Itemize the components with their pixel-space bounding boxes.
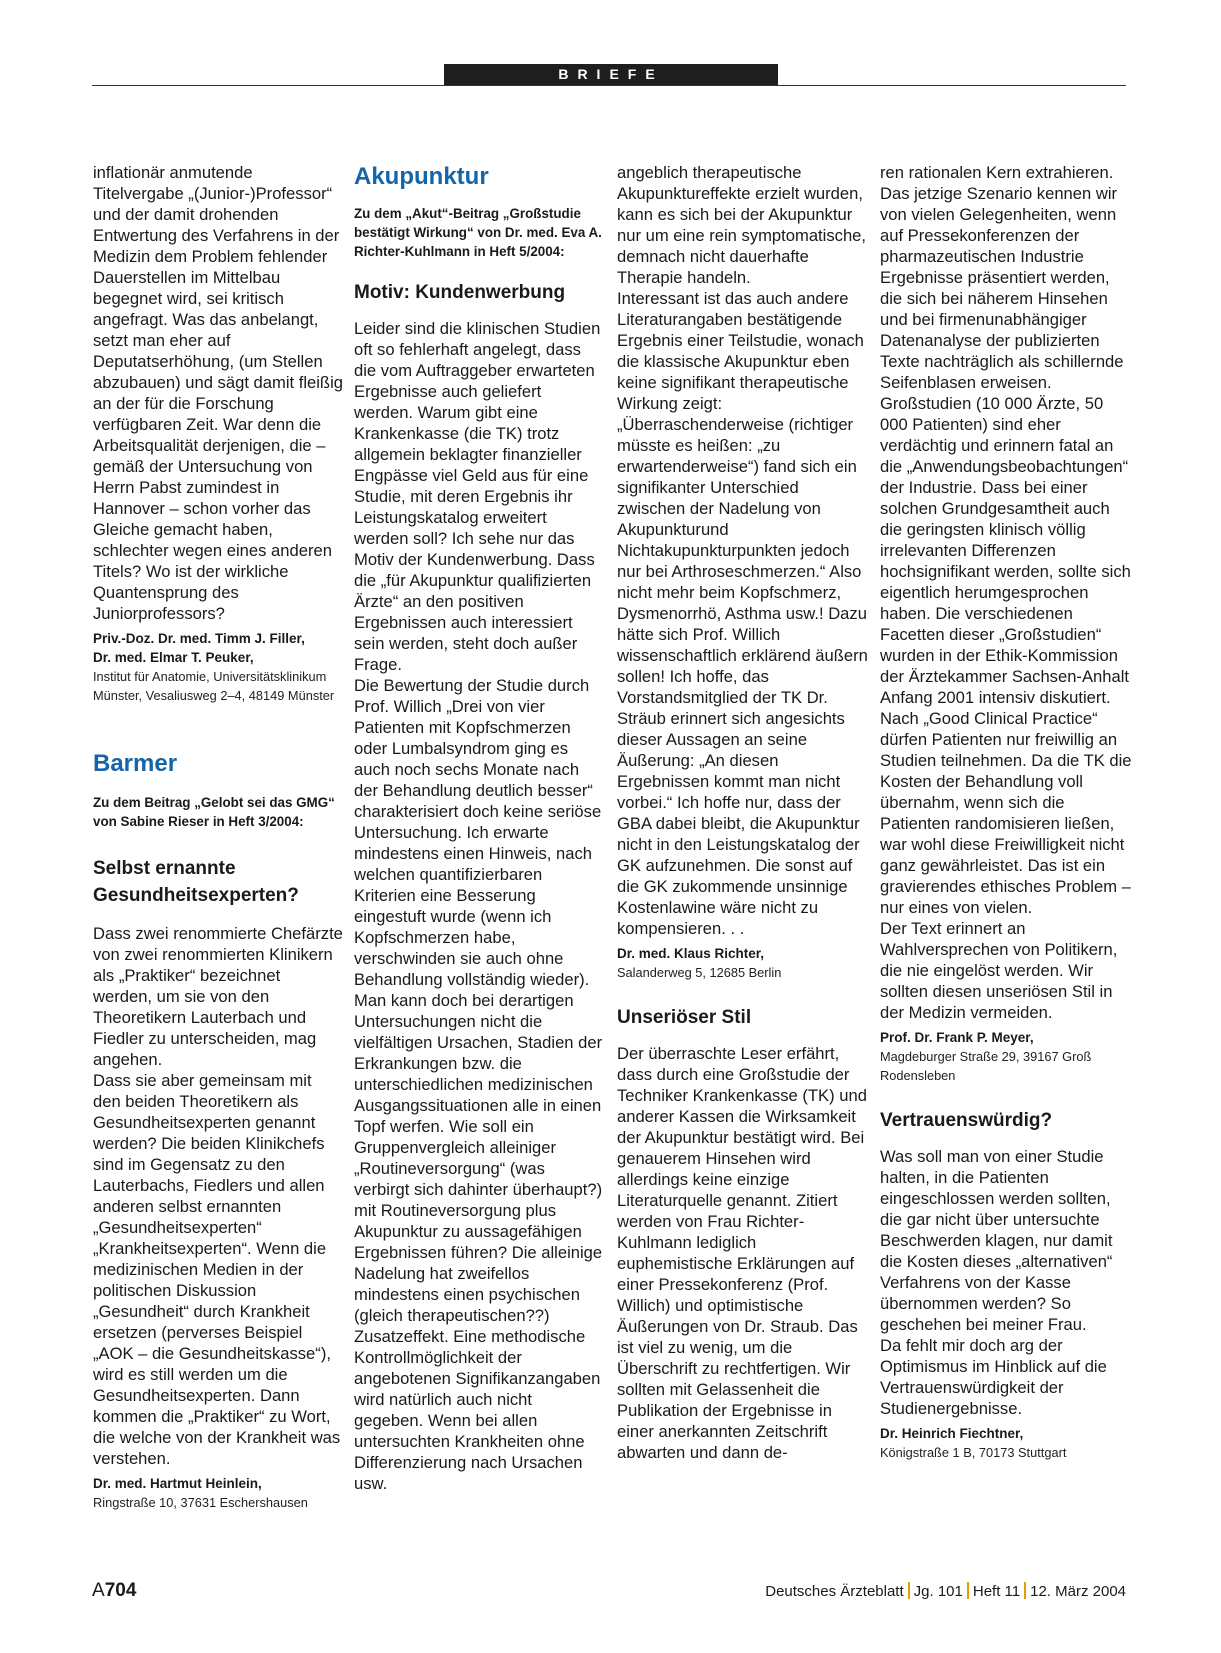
letter-body: Leider sind die klinischen Studien oft so fehlerhaft angelegt, dass die vom Auftraggeber erwarteten Ergebnisse auch geliefert werden. Warum gibt eine Krankenkasse (die TK) trotz allgemein beklagter finanzieller Engpässe viel Geld aus für eine Studie, mit deren Ergebnis ihr Leistungskatalog erweitert werden soll? Ich sehe nur das Motiv der Kundenwerbung. Dass die „für Akupunktur qualifizierten Ärzte“ an den positiven Ergebnissen auch interessiert sein werden, steht doch außer Frage. Die Bewertung der Studie durch Prof. Willich „Drei von vier Patienten mit Kopfschmerzen oder Lumbalsyndrom ging es auch noch sechs Monate nach der Behandlung deutlich besser“ charakterisiert doch keine seriöse Untersuchung. Ich erwarte mindestens einen Hinweis, nach welchen quantifizierbaren Kriterien eine Besserung eingestuft wurde (wenn ich Kopfschmerzen habe, verschwinden sie auch ohne Behandlung vollständig wieder). Man kann doch bei derartigen Untersuchungen nicht die vielfältigen Ursachen, Stadien der Erkrankungen bzw. die unterschiedlichen medizinischen Ausgangssituationen alle in einen Topf werfen. Wie soll ein Gruppenvergleich alleiniger „Routineversorgung“ (was verbirgt sich dahinter überhaupt?) mit Routineversorgung plus Akupunktur zu aussagefähigen Ergebnissen führen? Die alleinige Nadelung hat zweifellos mindestens einen psychischen (gleich therapeutischen??) Zusatzeffekt. Eine methodische Kontrollmöglichkeit der angebotenen Signifikanzangaben wird natürlich auch nicht gegeben. Wenn bei allen untersuchten Krankheiten ohne Differenzierung nach Ursachen usw. xyxy=(354,319,603,1493)
journal-info xyxy=(765,1582,1126,1600)
letter-address: Institut für Anatomie, Universitätsklinikum Münster, Vesaliusweg 2–4, 48149 Münster xyxy=(93,669,335,703)
letter-body: angeblich therapeutische Akupunktureffekte erzielt wurden, kann es sich bei der Akupunktur nur um eine rein symptomatische, demnach nicht dauerhafte Therapie handeln. Interessant ist das auch andere Literaturangaben bestätigende Ergebnis einer Teilstudie, wonach die klassische Akupunktur eben keine signifikant therapeutische Wirkung zeigt: „Überraschenderweise (richtiger müsste es heißen: „zu erwartenderweise“) fand sich ein signifikanter Unterschied zwischen der Nadelung von Akupunkturund Nichtakupunkturpunkten jedoch nur bei Arthroseschmerzen.“ Also nicht mehr beim Kopfschmerz, Dysmenorrhö, Asthma usw.! Dazu hätte sich Prof. Willich wissenschaftlich erklärend äußern sollen! Ich hoffe, das Vorstandsmitglied der TK Dr. Sträub erinnert sich angesichts dieser Aussagen an seine Äußerung: „An diesen Ergebnissen kommt man nicht vorbei.“ Ich hoffe nur, dass der GBA dabei bleibt, die Akupunktur nicht in den Leistungskatalog der GK aufzunehmen. Die sonst auf die GK zukommende unsinnige Kostenlawine wäre nicht zu kompensieren. . . xyxy=(617,163,868,938)
journal-date: 12. März 2004 xyxy=(1030,1583,1126,1600)
letter-heading: Motiv: Kundenwerbung xyxy=(354,282,566,303)
letter-heading: Selbst ernannte Gesundheitsexperten? xyxy=(93,858,299,906)
section-label: BRIEFE xyxy=(444,64,778,85)
letter-address: Ringstraße 10, 37631 Eschershausen xyxy=(93,1495,308,1510)
article-reference: Zu dem „Akut“-Beitrag „Großstudie bestätigt Wirkung“ von Dr. med. Eva A. Richter-Kuhlmann in Heft 5/2004: xyxy=(354,206,602,259)
letter-author: Dr. Heinrich Fiechtner, xyxy=(880,1426,1024,1441)
column-1 xyxy=(93,162,343,1512)
journal-volume: Jg. 101 xyxy=(913,1583,963,1600)
article-reference: Zu dem Beitrag „Gelobt sei das GMG“ von Sabine Rieser in Heft 3/2004: xyxy=(93,795,335,829)
page-footer xyxy=(92,1580,1126,1602)
letter-body: inflationär anmutende Titelvergabe „(Junior-)Professor“ und der damit drohenden Entwertung des Verfahrens in der Medizin dem Problem fehlender Dauerstellen im Mittelbau begegnet wird, sei kritisch angefragt. Was das anbelangt, setzt man eher auf Deputatserhöhung, (um Stellen abzubauen) und sägt damit fleißig an der für die Forschung verfügbaren Zeit. War denn die Arbeitsqualität derjenigen, die – gemäß der Untersuchung von Herrn Pabst zumindest in Hannover – schon vorher das Gleiche gemacht haben, schlechter wegen eines anderen Titels? Wo ist der wirkliche Quantensprung des Juniorprofessors? xyxy=(93,163,343,623)
letter-heading: Unseriöser Stil xyxy=(617,1007,752,1028)
letter-author: Dr. med. Hartmut Heinlein, xyxy=(93,1476,262,1491)
page-number xyxy=(92,1580,136,1602)
header-rule xyxy=(92,85,1126,86)
journal-issue: Heft 11 xyxy=(972,1583,1021,1600)
letter-address: Königstraße 1 B, 70173 Stuttgart xyxy=(880,1445,1067,1460)
letter-body: Dass zwei renommierte Chefärzte von zwei renommierten Klinikern als „Praktiker“ bezeichnet werden, um sie von den Theoretikern Lauterbach und Fiedler zu unterscheiden, mag angehen. Dass sie aber gemeinsam mit den beiden Theoretikern als Gesundheitsexperten genannt werden? Die beiden Klinikchefs sind im Gegensatz zu den Lauterbachs, Fiedlers und allen anderen selbst ernannten „Gesundheitsexperten“ „Krankheitsexperten“. Wenn die medizinischen Medien in der politischen Diskussion „Gesundheit“ durch Krankheit ersetzen (perverses Beispiel „AOK – die Gesundheitskasse“), wird es still werden um die Gesundheitsexperten. Dann kommen die „Praktiker“ zu Wort, die welche von der Krankheit was verstehen. xyxy=(93,924,343,1468)
letter-address: Magdeburger Straße 29, 39167 Groß Rodensleben xyxy=(880,1049,1092,1083)
page-number-value: 704 xyxy=(104,1580,137,1601)
letter-body: Was soll man von einer Studie halten, in die Patienten eingeschlossen werden sollten, die gar nicht über untersuchte Beschwerden klagen, nur damit die Kosten dieses „alternativen“ Verfahrens von der Kasse übernommen werden? So geschehen bei meiner Frau. Da fehlt mir doch arg der Optimismus im Hinblick auf die Vertrauenswürdigkeit der Studienergebnisse. xyxy=(880,1147,1113,1418)
column-3 xyxy=(617,162,869,1463)
letter-body: ren rationalen Kern extrahieren. Das jetzige Szenario kennen wir von vielen Gelegenheiten, wenn auf Pressekonferenzen der pharmazeutischen Industrie Ergebnisse präsentiert werden, die sich bei näherem Hinsehen und bei firmenunabhängiger Datenanalyse der publizierten Texte nachträglich als schillernde Seifenblasen erweisen. Großstudien (10 000 Ärzte, 50 000 Patienten) sind eher verdächtig und erinnern fatal an die „Anwendungsbeobachtungen“ der Industrie. Dass bei einer solchen Grundgesamtheit auch die geringsten klinisch völlig irrelevanten Differenzen hochsignifikant werden, sollte sich eigentlich herumgesprochen haben. Die verschiedenen Facetten dieser „Großstudien“ wurden in der Ethik-Kommission der Ärztekammer Sachsen-Anhalt Anfang 2001 intensiv diskutiert. Nach „Good Clinical Practice“ dürfen Patienten nur freiwillig an Studien teilnehmen. Da die TK die Kosten der Behandlung voll übernahm, wenn sich die Patienten randomisieren ließen, war wohl diese Freiwilligkeit nicht ganz gewährleistet. Das ist ein gravierendes ethisches Problem – nur eines von vielen. Der Text erinnert an Wahlversprechen von Politikern, die nie eingelöst werden. Wir sollten diesen unseriösen Stil in der Medizin vermeiden. xyxy=(880,163,1132,1022)
separator xyxy=(908,1582,910,1599)
letter-author: Priv.-Doz. Dr. med. Timm J. Filler, xyxy=(93,631,305,646)
separator xyxy=(967,1582,969,1599)
letter-author: Dr. med. Elmar T. Peuker, xyxy=(93,650,254,665)
letter-heading: Vertrauenswürdig? xyxy=(880,1110,1053,1131)
column-2 xyxy=(354,162,604,1494)
topic-title: Akupunktur xyxy=(354,163,489,190)
journal-name: Deutsches Ärzteblatt xyxy=(765,1583,904,1600)
page-prefix: A xyxy=(92,1580,105,1601)
letter-body: Der überraschte Leser erfährt, dass durch eine Großstudie der Techniker Krankenkasse (TK) und anderer Kassen die Wirksamkeit der Akupunktur bestätigt wird. Bei genauerem Hinsehen wird allerdings keine einzige Literaturquelle genannt. Zitiert werden von Frau Richter-Kuhlmann lediglich euphemistische Erklärungen auf einer Pressekonferenz (Prof. Willich) und optimistische Äußerungen von Dr. Straub. Das ist viel zu wenig, um die Überschrift zu rechtfertigen. Wir sollten mit Gelassenheit die Publikation der Ergebnisse in einer anerkannten Zeitschrift abwarten und dann de- xyxy=(617,1044,867,1462)
letter-author: Dr. med. Klaus Richter, xyxy=(617,946,765,961)
column-4 xyxy=(880,162,1134,1462)
letter-address: Salanderweg 5, 12685 Berlin xyxy=(617,965,782,980)
letter-author: Prof. Dr. Frank P. Meyer, xyxy=(880,1030,1034,1045)
topic-title: Barmer xyxy=(93,750,178,777)
separator xyxy=(1024,1582,1026,1599)
